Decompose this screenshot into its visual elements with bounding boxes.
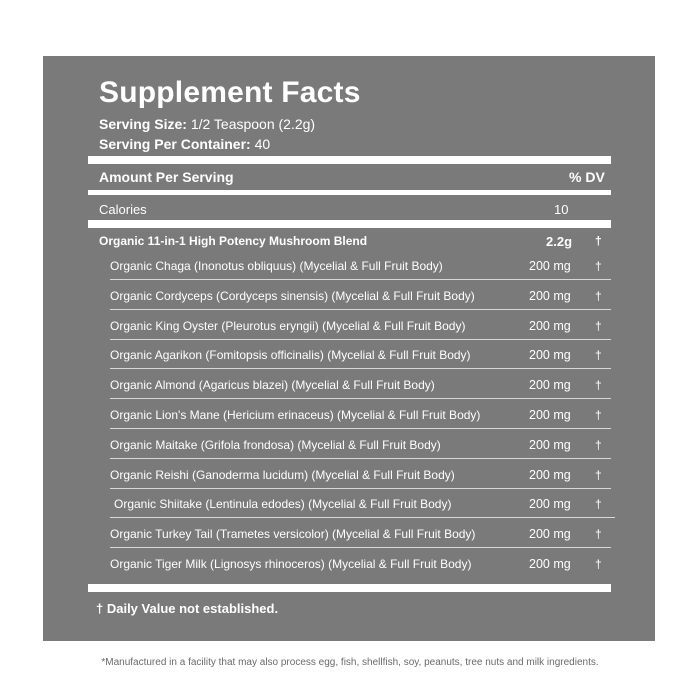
ingredient-name: Organic Almond (Agaricus blazei) (Mycelial & Full Fruit Body) bbox=[110, 378, 435, 393]
ingredient-row bbox=[110, 523, 611, 548]
ingredient-dv: † bbox=[595, 348, 602, 363]
ingredient-name: Organic Reishi (Ganoderma lucidum) (Mycelial & Full Fruit Body) bbox=[110, 467, 455, 482]
ingredient-row bbox=[110, 315, 611, 340]
blend-row bbox=[99, 234, 611, 248]
ingredient-name: Organic King Oyster (Pleurotus eryngii) (Mycelial & Full Fruit Body) bbox=[110, 318, 466, 333]
blend-dv: † bbox=[595, 234, 602, 248]
ingredient-dv: † bbox=[595, 527, 602, 542]
ingredient-dv: † bbox=[595, 378, 602, 393]
ingredient-name: Organic Shiitake (Lentinula edodes) (Mycelial & Full Fruit Body) bbox=[114, 497, 452, 512]
thick-divider-top bbox=[88, 156, 611, 164]
row-separator bbox=[110, 547, 611, 548]
ingredient-amount: 200 mg bbox=[529, 467, 571, 482]
calories-label: Calories bbox=[99, 202, 147, 217]
dv-footnote: † Daily Value not established. bbox=[96, 601, 279, 616]
row-separator bbox=[110, 458, 611, 459]
ingredient-dv: † bbox=[595, 437, 602, 452]
allergen-disclaimer: *Manufactured in a facility that may also process egg, fish, shellfish, soy, peanuts, tree nuts and milk ingredients. bbox=[101, 657, 599, 668]
thick-divider-mid bbox=[88, 220, 611, 228]
servings-per-container bbox=[99, 136, 270, 152]
ingredient-dv: † bbox=[595, 318, 602, 333]
ingredient-name: Organic Chaga (Inonotus obliquus) (Mycelial & Full Fruit Body) bbox=[110, 259, 443, 273]
ingredient-row bbox=[110, 464, 611, 489]
ingredient-dv: † bbox=[595, 497, 602, 512]
supplement-facts-panel bbox=[43, 56, 655, 641]
ingredient-amount: 200 mg bbox=[529, 408, 571, 422]
servings-label: Serving Per Container: bbox=[99, 136, 251, 152]
ingredient-row bbox=[110, 434, 611, 459]
row-separator bbox=[110, 488, 611, 489]
ingredient-name: Organic Tiger Milk (Lignosys rhinoceros) (Mycelial & Full Fruit Body) bbox=[110, 557, 472, 571]
ingredient-dv: † bbox=[595, 467, 602, 482]
serving-size-value: 1/2 Teaspoon (2.2g) bbox=[190, 116, 316, 132]
ingredient-row bbox=[110, 404, 611, 429]
blend-label: Organic 11-in-1 High Potency Mushroom Blend bbox=[99, 234, 368, 248]
ingredient-dv: † bbox=[595, 288, 602, 303]
ingredient-row bbox=[114, 493, 615, 518]
ingredient-dv: † bbox=[595, 259, 602, 273]
medium-divider bbox=[88, 190, 611, 195]
ingredient-row bbox=[110, 344, 611, 369]
ingredient-amount: 200 mg bbox=[529, 527, 571, 542]
ingredient-row bbox=[110, 553, 611, 578]
ingredient-amount: 200 mg bbox=[529, 437, 571, 452]
ingredient-amount: 200 mg bbox=[529, 348, 571, 363]
servings-value: 40 bbox=[254, 136, 271, 152]
amount-header-row bbox=[99, 169, 611, 185]
ingredient-row bbox=[110, 285, 611, 310]
amount-header: Amount Per Serving bbox=[99, 169, 234, 185]
row-separator bbox=[110, 309, 611, 310]
calories-value: 10 bbox=[554, 202, 569, 217]
ingredient-dv: † bbox=[595, 408, 602, 422]
ingredient-name: Organic Cordyceps (Cordyceps sinensis) (Mycelial & Full Fruit Body) bbox=[110, 288, 475, 303]
ingredient-row bbox=[110, 255, 611, 280]
ingredient-amount: 200 mg bbox=[529, 557, 571, 571]
ingredient-name: Organic Turkey Tail (Trametes versicolor) (Mycelial & Full Fruit Body) bbox=[110, 527, 476, 542]
row-separator bbox=[110, 279, 611, 280]
ingredient-amount: 200 mg bbox=[529, 378, 571, 393]
ingredient-name: Organic Lion's Mane (Hericium erinaceus) (Mycelial & Full Fruit Body) bbox=[110, 408, 481, 422]
row-separator bbox=[110, 428, 611, 429]
ingredient-row bbox=[110, 374, 611, 399]
row-separator bbox=[110, 339, 611, 340]
ingredient-amount: 200 mg bbox=[529, 288, 571, 303]
ingredient-amount: 200 mg bbox=[529, 318, 571, 333]
ingredient-name: Organic Maitake (Grifola frondosa) (Mycelial & Full Fruit Body) bbox=[110, 437, 441, 452]
row-separator bbox=[110, 368, 611, 369]
dv-header: % DV bbox=[569, 169, 605, 185]
ingredient-amount: 200 mg bbox=[529, 259, 571, 273]
ingredient-dv: † bbox=[595, 557, 602, 571]
row-separator bbox=[110, 398, 611, 399]
row-separator bbox=[110, 517, 615, 518]
thick-divider-bottom bbox=[88, 584, 611, 592]
blend-value: 2.2g bbox=[546, 234, 573, 249]
ingredient-amount: 200 mg bbox=[529, 497, 571, 512]
serving-size bbox=[99, 116, 315, 132]
calories-row bbox=[99, 202, 611, 217]
serving-size-label: Serving Size: bbox=[99, 116, 187, 132]
panel-title: Supplement Facts bbox=[99, 76, 361, 109]
ingredient-name: Organic Agarikon (Fomitopsis officinalis) (Mycelial & Full Fruit Body) bbox=[110, 348, 471, 363]
